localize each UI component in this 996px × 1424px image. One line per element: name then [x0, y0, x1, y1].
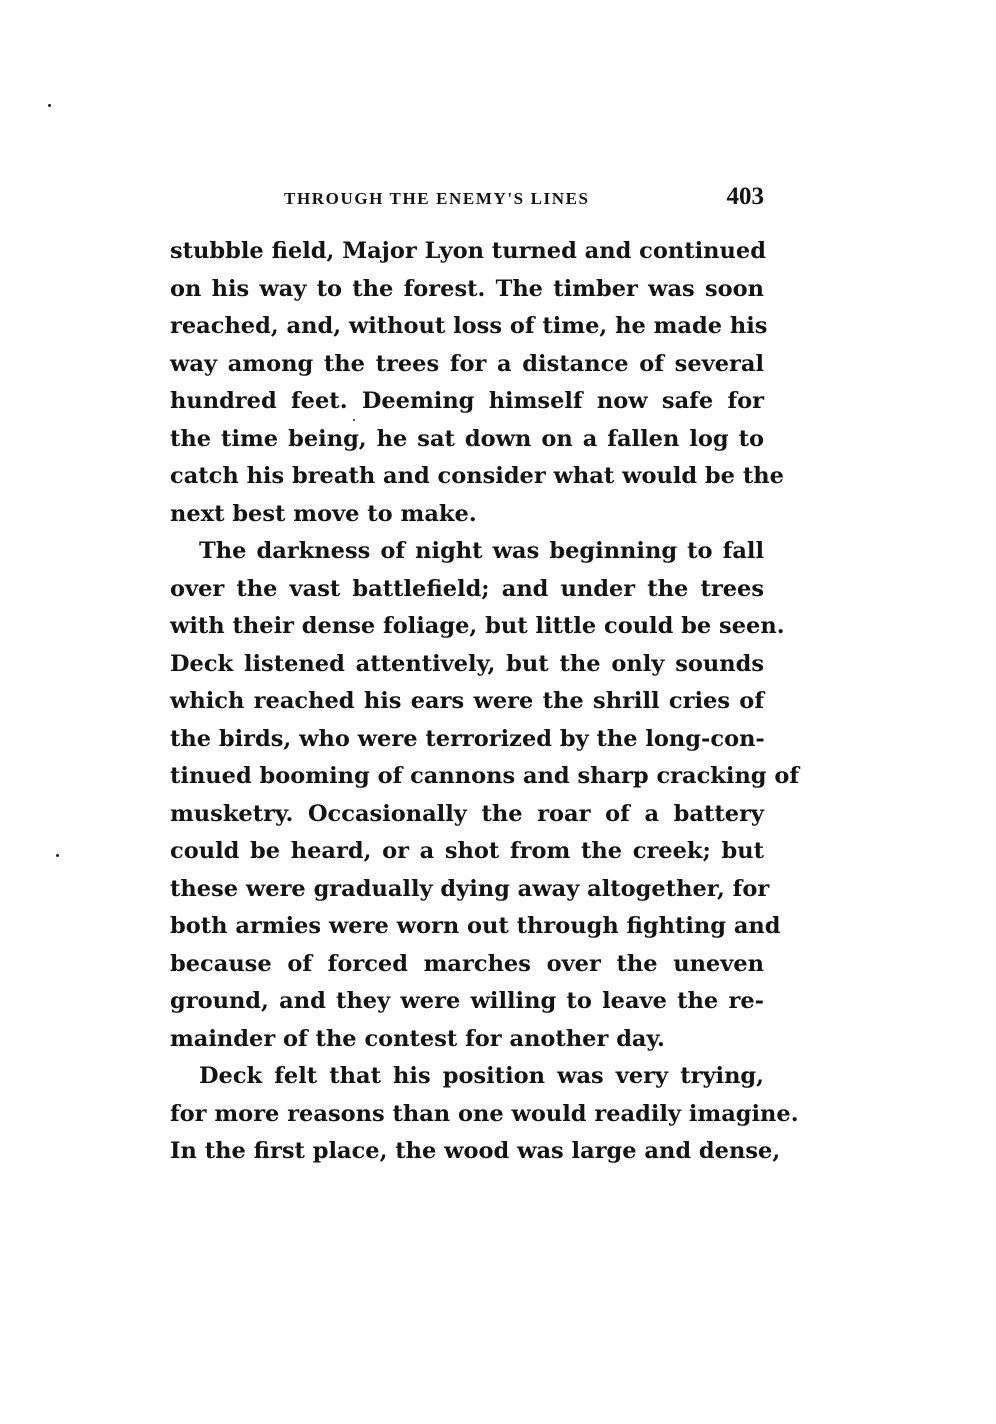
paragraph-first-line: The darkness of night was beginning to fall	[199, 538, 764, 564]
text-line: hundred feet. Deeming himself now safe for	[170, 388, 764, 414]
text-line: catch his breath and consider what would be the	[170, 463, 784, 489]
text-line: stubble field, Major Lyon turned and continued	[170, 238, 766, 264]
text-line: these were gradually dying away altogether, for	[170, 875, 770, 902]
text-line: could be heard, or a shot from the creek; but	[170, 838, 764, 864]
text-line: In the first place, the wood was large and dense,	[170, 1138, 781, 1164]
text-line: on his way to the forest. The timber was soon	[170, 275, 764, 302]
text-line: with their dense foliage, but little could be seen.	[170, 613, 785, 639]
text-line: both armies were worn out through fighting and	[170, 913, 781, 939]
text-line: tinued booming of cannons and sharp cracking of	[170, 763, 800, 789]
text-line: reached, and, without loss of time, he made his	[170, 313, 768, 339]
text-line: which reached his ears were the shrill cries of	[170, 688, 764, 714]
text-line: the time being, he sat down on a fallen log to	[170, 425, 764, 452]
page-number: 403	[726, 183, 764, 210]
text-line: the birds, who were terrorized by the long-con-	[170, 725, 765, 752]
running-head	[170, 183, 764, 217]
text-line: over the vast battlefield; and under the trees	[170, 575, 764, 602]
text-line: ground, and they were willing to leave the re-	[170, 988, 764, 1014]
body-text	[170, 233, 800, 1171]
running-title: THROUGH THE ENEMY'S LINES	[284, 189, 590, 208]
text-line: because of forced marches over the uneven	[170, 950, 764, 977]
paragraph-first-line: Deck felt that his position was very trying,	[199, 1063, 764, 1089]
text-line: mainder of the contest for another day.	[170, 1025, 665, 1052]
text-line: for more reasons than one would readily imagine.	[170, 1100, 799, 1127]
margin-speck	[56, 854, 59, 857]
text-line: way among the trees for a distance of several	[170, 350, 764, 377]
text-line: musketry. Occasionally the roar of a battery	[170, 800, 764, 827]
text-line: Deck listened attentively, but the only sounds	[170, 650, 764, 677]
margin-speck	[48, 104, 51, 107]
text-line: next best move to make.	[170, 500, 477, 527]
